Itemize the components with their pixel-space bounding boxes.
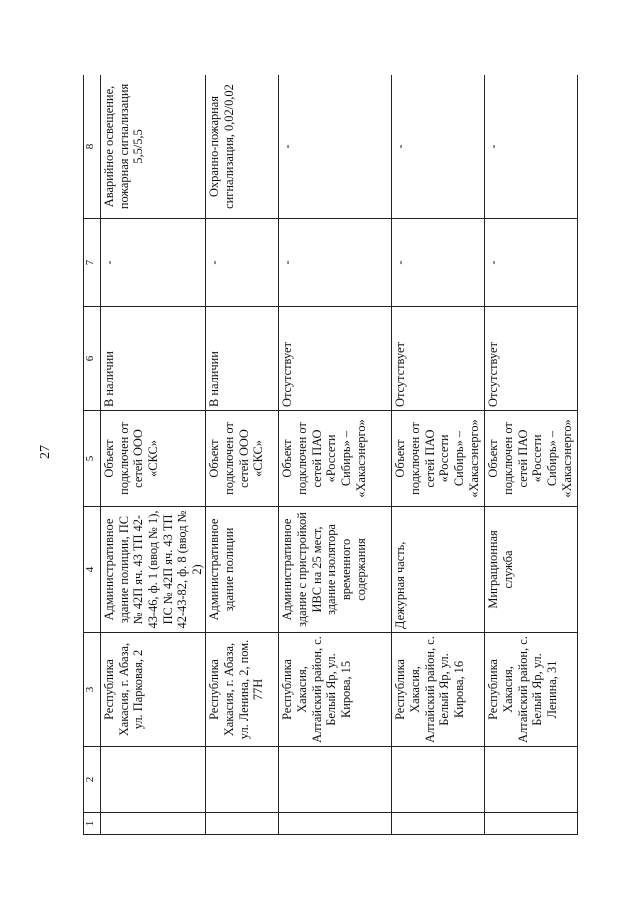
cell-systems: Аварийное освещение, пожарная сигнализация 5,5/5,5 [101, 75, 206, 219]
cell-connection: Объект подключен от сетей ООО «СКС» [101, 411, 206, 507]
cell-col2 [206, 747, 279, 813]
cell-col7: - [206, 219, 279, 307]
cell-col7: - [485, 219, 578, 307]
table-row [392, 75, 485, 835]
table-row [206, 75, 279, 835]
cell-number [101, 813, 206, 835]
cell-object: Административное здание с пристройкой ИВС на 25 мест, здание изолятора временного содержания [279, 507, 392, 633]
cell-address: Республика Хакасия, г. Абаза, ул. Ленина, 2, пом. 77Н [206, 633, 279, 747]
cell-col2 [101, 747, 206, 813]
cell-col7: - [279, 219, 392, 307]
cell-col2 [392, 747, 485, 813]
cell-backup-source: В наличии [206, 307, 279, 411]
cell-connection: Объект подключен от сетей ПАО «Россети Сибирь» – «Хакасэнерго» [279, 411, 392, 507]
table-header-row [84, 75, 101, 835]
rotated-table-frame [83, 75, 581, 835]
cell-systems: - [279, 75, 392, 219]
cell-address: Республика Хакасия, Алтайский район, с. Белый Яр, ул. Кирова, 15 [279, 633, 392, 747]
cell-connection: Объект подключен от сетей ПАО «Россети Сибирь» – «Хакасэнерго» [485, 411, 578, 507]
cell-systems: Охранно-пожарная сигнализация, 0,02/0,02 [206, 75, 279, 219]
page-number: 27 [38, 445, 53, 459]
cell-col7: - [392, 219, 485, 307]
cell-connection: Объект подключен от сетей ПАО «Россети Сибирь» – «Хакасэнерго» [392, 411, 485, 507]
table-row [101, 75, 206, 835]
cell-systems: - [392, 75, 485, 219]
column-header: 2 [84, 747, 101, 813]
column-header: 5 [84, 411, 101, 507]
column-header: 4 [84, 507, 101, 633]
cell-backup-source: Отсутствует [279, 307, 392, 411]
cell-number [485, 813, 578, 835]
cell-object: Миграционная служба [485, 507, 578, 633]
data-table [83, 75, 578, 835]
cell-number [392, 813, 485, 835]
column-header: 8 [84, 75, 101, 219]
cell-backup-source: Отсутствует [485, 307, 578, 411]
cell-systems: - [485, 75, 578, 219]
table-row [279, 75, 392, 835]
cell-object: Дежурная часть, [392, 507, 485, 633]
cell-backup-source: Отсутствует [392, 307, 485, 411]
cell-address: Республика Хакасия, г. Абаза, ул. Парковая, 2 [101, 633, 206, 747]
column-header: 7 [84, 219, 101, 307]
column-header: 6 [84, 307, 101, 411]
cell-object: Административное здание полиции [206, 507, 279, 633]
column-header: 3 [84, 633, 101, 747]
column-header: 1 [84, 813, 101, 835]
cell-backup-source: В наличии [101, 307, 206, 411]
cell-connection: Объект подключен от сетей ООО «СКС» [206, 411, 279, 507]
cell-object: Административное здание полиции, ПС № 42П яч. 43 ТП 42-43-46, ф. 1 (ввод № 1), ПС № 42П яч. 43 ТП 42-43-82, ф. 8 (ввод № 2) [101, 507, 206, 633]
cell-number [206, 813, 279, 835]
cell-col2 [485, 747, 578, 813]
table-container [83, 75, 581, 835]
cell-address: Республика Хакасия, Алтайский район, с. Белый Яр, ул. Ленина, 31 [485, 633, 578, 747]
cell-col7: - [101, 219, 206, 307]
cell-address: Республика Хакасия, Алтайский район, с. Белый Яр, ул. Кирова, 16 [392, 633, 485, 747]
table-row [485, 75, 578, 835]
cell-col2 [279, 747, 392, 813]
cell-number [279, 813, 392, 835]
